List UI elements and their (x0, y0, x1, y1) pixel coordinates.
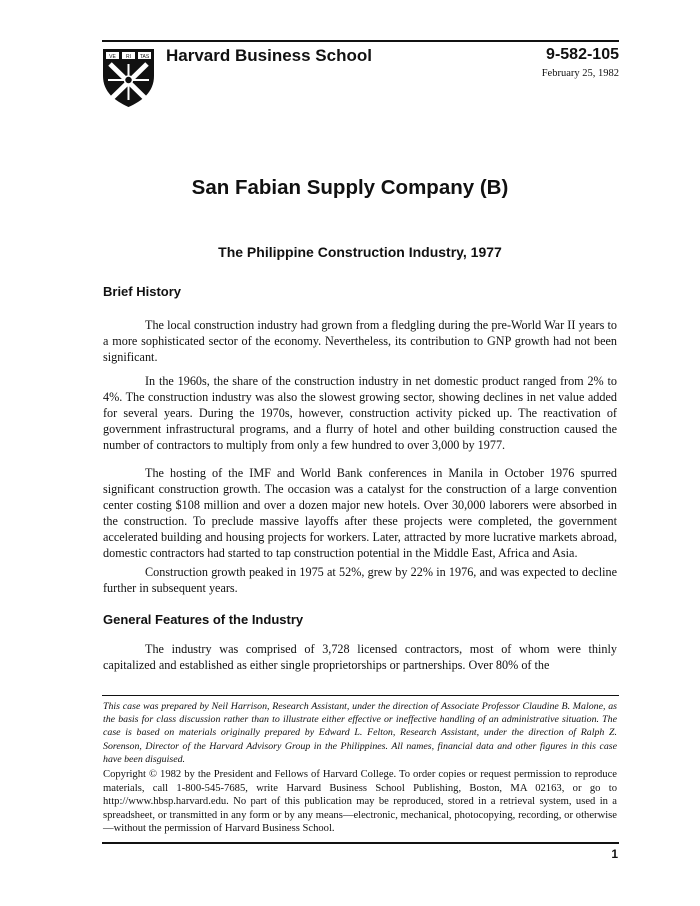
copyright-notice: Copyright © 1982 by the President and Fellows of Harvard College. To order copies or request permission to reproduce materials, call 1-800-545-7685, write Harvard Business School Publishing, Boston, MA 02163, or go to http://www.hbsp.harvard.edu. No part of this publication may be reproduced, stored in a retrieval system, used in a spreadsheet, or transmitted in any form or by any means—electronic, mechanical, photocopying, recording, or otherwise—without the permission of Harvard Business School. (103, 769, 617, 835)
harvard-shield-icon (102, 48, 155, 108)
svg-text:TAS: TAS (139, 54, 150, 60)
case-date: February 25, 1982 (541, 68, 619, 79)
paragraph: The hosting of the IMF and World Bank conferences in Manila in October 1976 spurred significant construction growth. The occasion was a catalyst for the construction of a large convention center costing $108 million and over a dozen major new hotels. Over 30,000 laborers were absorbed in the construction. To preclude massive layoffs after these projects were completed, the government accelerated building and housing projects for workers. Later, attracted by more lucrative markets abroad, domestic contractors had started to tap construction potential in the Middle East, Africa and Asia. (103, 466, 617, 561)
section-heading-general-features: General Features of the Industry (103, 612, 304, 627)
svg-text:VE: VE (109, 54, 116, 60)
case-number: 9-582-105 (546, 46, 619, 63)
footer-rule (102, 842, 619, 844)
document-subtitle: The Philippine Construction Industry, 1977 (218, 244, 502, 260)
school-name: Harvard Business School (166, 46, 372, 65)
paragraph: The industry was comprised of 3,728 licensed contractors, most of whom were thinly capitalized and established as either single proprietorships or partnerships. Over 80% of the (103, 642, 617, 673)
paragraph: In the 1960s, the share of the construction industry in net domestic product ranged from 2% to 4%. The construction industry was also the slowest growing sector, showing declines in net value added for several years. During the 1970s, however, construction activity picked up. The reactivation of government infrastructural programs, and a flurry of hotel and other building construction caused the number of contractors to multiply from only a few hundred to over 3,000 by 1977. (103, 374, 617, 453)
paragraph: Construction growth peaked in 1975 at 52%, grew by 22% in 1976, and was expected to decline further in subsequent years. (103, 565, 617, 596)
paragraph: The local construction industry had grown from a fledgling during the pre-World War II years to a more sophisticated sector of the economy. Nevertheless, its contribution to GNP growth had not been significant. (103, 318, 617, 365)
case-authorship-note: This case was prepared by Neil Harrison, Research Assistant, under the direction of Associate Professor Claudine B. Malone, as the basis for class discussion rather than to illustrate either effective or ineffective handling of an administrative situation. The case is based on materials originally prepared by Edward L. Felton, Research Assistant, under the direction of Ralph Z. Sorenson, Director of the Harvard Advisory Group in the Philippines. All names, financial data and other figures in this case have been disguised. (103, 701, 617, 765)
svg-text:RI: RI (126, 54, 131, 60)
footnote-rule (102, 695, 619, 696)
section-heading-brief-history: Brief History (103, 284, 182, 299)
document-title: San Fabian Supply Company (B) (191, 176, 509, 199)
page-number: 1 (611, 847, 618, 861)
header-rule (102, 40, 619, 42)
